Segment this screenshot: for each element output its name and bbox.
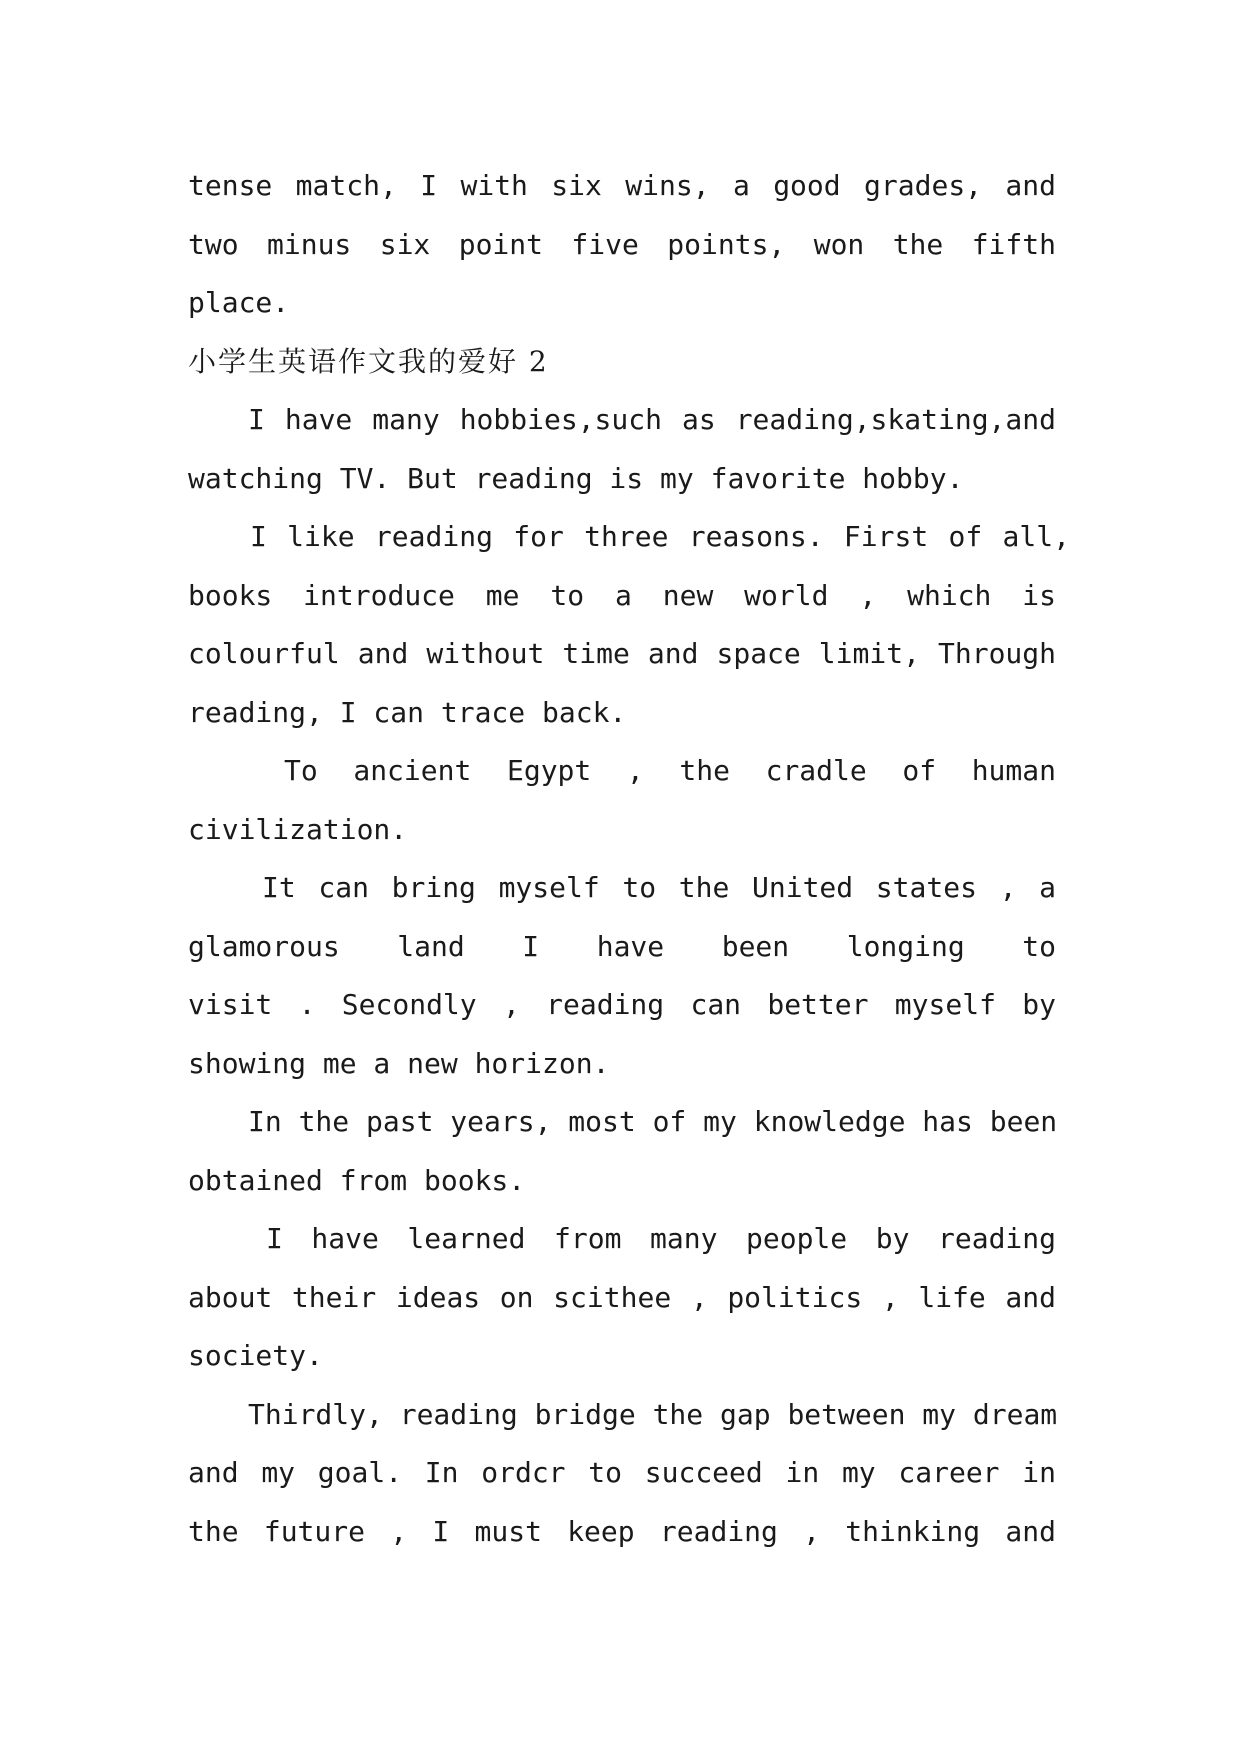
paragraph-1	[188, 391, 1056, 508]
paragraph-4	[188, 859, 1056, 1093]
paragraph-2	[188, 508, 1070, 742]
paragraph-6	[188, 1210, 1056, 1386]
text-line: about their ideas on scithee , politics , life and	[188, 1280, 1056, 1314]
document-body	[188, 157, 1070, 1561]
text-line: To ancient Egypt , the cradle of human	[284, 754, 1056, 787]
text-line: watching TV. But reading is my favorite hobby.	[188, 461, 964, 495]
text-line: showing me a new horizon.	[188, 1046, 610, 1080]
paragraph-7	[188, 1386, 1056, 1562]
text-line: I like reading for three reasons. First of all,	[250, 520, 1070, 553]
paragraph-3	[188, 742, 1056, 859]
text-line: I have many hobbies,such as reading,skating,and	[248, 403, 1056, 436]
continued-paragraph	[188, 157, 1056, 333]
text-line: I have learned from many people by reading	[266, 1222, 1056, 1255]
text-line: glamorous land I have been longing to	[188, 929, 1056, 963]
text-line: colourful and without time and space limit, Through	[188, 637, 1056, 670]
text-line: the future , I must keep reading , thinking and	[188, 1514, 1056, 1548]
section-heading: 小学生英语作文我的爱好 2	[188, 344, 549, 378]
text-line: and my goal. In ordcr to succeed in my career in	[188, 1456, 1056, 1489]
text-line: Thirdly, reading bridge the gap between my dream	[248, 1397, 1058, 1431]
text-line: place.	[188, 286, 290, 319]
text-line: tense match, I with six wins, a good grades, and	[188, 169, 1056, 202]
text-line: In the past years, most of my knowledge has been	[248, 1105, 1058, 1138]
text-line: two minus six point five points, won the fifth	[188, 227, 1056, 261]
text-line: books introduce me to a new world , which is	[188, 578, 1056, 612]
text-line: visit . Secondly , reading can better myself by	[188, 988, 1056, 1021]
text-line: civilization.	[188, 812, 408, 846]
text-line: reading, I can trace back.	[188, 695, 627, 729]
text-line: obtained from books.	[188, 1163, 526, 1197]
text-line: It can bring myself to the United states , a	[262, 871, 1056, 904]
paragraph-5	[188, 1093, 1056, 1210]
text-line: society.	[188, 1339, 323, 1372]
